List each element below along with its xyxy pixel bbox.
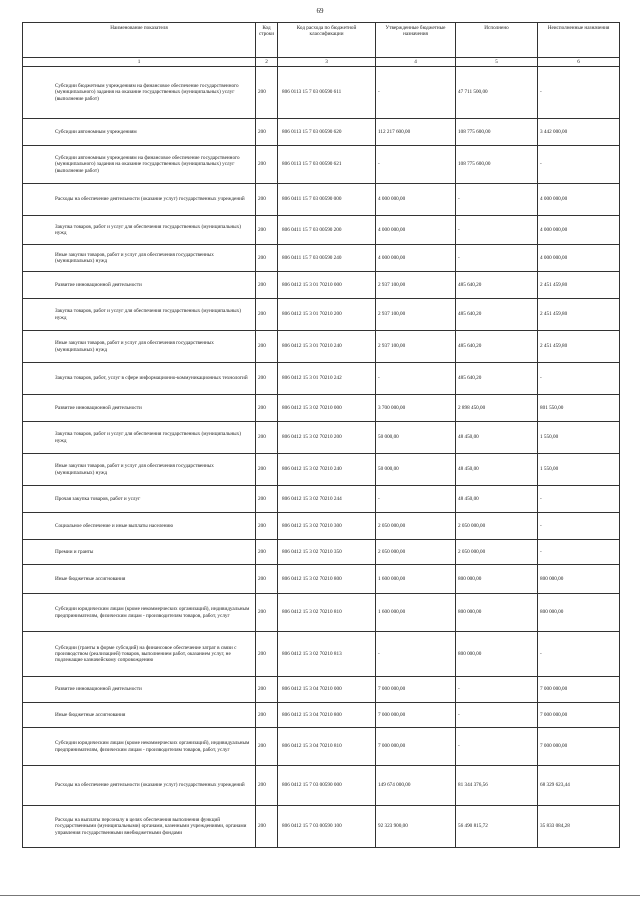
table-row	[23, 395, 620, 422]
row-code: 200	[256, 594, 278, 632]
row-executed: 48 450,00	[456, 486, 538, 513]
row-approved: 1 600 000,00	[376, 565, 456, 594]
row-name: Закупка товаров, работ и услуг для обеспечения государственных (муниципальных) нужд	[23, 216, 256, 245]
row-approved: 2 937 100,00	[376, 272, 456, 299]
row-executed: 485 640,20	[456, 299, 538, 331]
row-name: Субсидии юридическим лицам (кроме некоммерческих организаций), индивидуальным предпринимателям, физическим лицам - производителям товаров, работ, услуг	[23, 594, 256, 632]
row-unexecuted: 7 000 000,00	[538, 703, 620, 728]
column-number-row	[23, 58, 620, 67]
row-kbk: 806 0113 15 7 03 00590 621	[278, 146, 376, 184]
row-code: 200	[256, 632, 278, 677]
row-unexecuted: 1 550,00	[538, 454, 620, 486]
table-row	[23, 703, 620, 728]
row-code: 200	[256, 703, 278, 728]
row-unexecuted: 7 000 000,00	[538, 728, 620, 766]
row-executed: -	[456, 677, 538, 703]
table-row	[23, 513, 620, 540]
row-name: Развитие инновационной деятельности	[23, 677, 256, 703]
row-unexecuted: -	[538, 486, 620, 513]
col-number: 6	[538, 58, 620, 67]
table-row	[23, 216, 620, 245]
row-approved: 50 000,00	[376, 422, 456, 454]
row-executed: 485 640,20	[456, 272, 538, 299]
row-kbk: 806 0412 15 3 02 70210 813	[278, 632, 376, 677]
table-row	[23, 146, 620, 184]
row-approved: 2 937 100,00	[376, 299, 456, 331]
table-row	[23, 728, 620, 766]
row-approved: -	[376, 146, 456, 184]
row-kbk: 806 0412 15 3 04 70210 000	[278, 677, 376, 703]
row-code: 200	[256, 272, 278, 299]
table-row	[23, 766, 620, 806]
row-executed: 108 775 600,00	[456, 119, 538, 146]
row-name: Иные закупки товаров, работ и услуг для обеспечения государственных (муниципальных) нужд	[23, 331, 256, 363]
row-approved: 50 000,00	[376, 454, 456, 486]
row-code: 200	[256, 184, 278, 216]
row-unexecuted: 800 000,00	[538, 565, 620, 594]
row-code: 200	[256, 486, 278, 513]
table-row	[23, 245, 620, 272]
row-executed: 56 490 815,72	[456, 806, 538, 848]
row-kbk: 806 0412 15 3 01 70210 240	[278, 331, 376, 363]
row-unexecuted: 2 451 459,80	[538, 272, 620, 299]
header-executed: Исполнено	[456, 23, 538, 58]
row-name: Иные закупки товаров, работ и услуг для обеспечения государственных (муниципальных) нужд	[23, 454, 256, 486]
row-kbk: 806 0412 15 3 02 70210 800	[278, 565, 376, 594]
row-approved: -	[376, 363, 456, 395]
row-kbk: 806 0113 15 7 03 00590 611	[278, 67, 376, 119]
row-executed: 800 000,00	[456, 632, 538, 677]
row-executed: -	[456, 703, 538, 728]
row-approved: 4 000 000,00	[376, 216, 456, 245]
table-row	[23, 806, 620, 848]
row-kbk: 806 0412 15 3 02 70210 350	[278, 540, 376, 565]
row-unexecuted: -	[538, 632, 620, 677]
row-unexecuted: -	[538, 363, 620, 395]
row-approved: 2 050 000,00	[376, 540, 456, 565]
row-kbk: 806 0412 15 3 02 70210 300	[278, 513, 376, 540]
row-code: 200	[256, 245, 278, 272]
table-body	[23, 67, 620, 848]
row-code: 200	[256, 540, 278, 565]
row-name: Иные бюджетные ассигнования	[23, 565, 256, 594]
row-kbk: 806 0412 15 3 02 70210 244	[278, 486, 376, 513]
row-name: Развитие инновационной деятельности	[23, 272, 256, 299]
row-approved: 4 000 000,00	[376, 184, 456, 216]
table-row	[23, 363, 620, 395]
col-number: 4	[376, 58, 456, 67]
row-executed: 485 640,20	[456, 331, 538, 363]
row-unexecuted: 4 000 000,00	[538, 216, 620, 245]
row-unexecuted: 2 451 459,80	[538, 331, 620, 363]
row-unexecuted: 68 329 623,44	[538, 766, 620, 806]
row-name: Расходы на выплаты персоналу в целях обеспечения выполнения функций государственными (муниципальными) органами, казенными учреждениями, органами управления государственными внебюджетными фондами	[23, 806, 256, 848]
row-unexecuted: -	[538, 513, 620, 540]
row-name: Расходы на обеспечение деятельности (оказание услуг) государственных учреждений	[23, 766, 256, 806]
row-code: 200	[256, 331, 278, 363]
row-name: Иные бюджетные ассигнования	[23, 703, 256, 728]
header-row	[23, 23, 620, 58]
header-code: Код строки	[256, 23, 278, 58]
row-approved: 7 000 000,00	[376, 728, 456, 766]
row-code: 200	[256, 454, 278, 486]
row-code: 200	[256, 766, 278, 806]
row-name: Закупка товаров, работ, услуг в сфере информационно-коммуникационных технологий	[23, 363, 256, 395]
row-kbk: 806 0412 15 3 02 70210 200	[278, 422, 376, 454]
row-approved: 3 700 000,00	[376, 395, 456, 422]
table-row	[23, 422, 620, 454]
row-code: 200	[256, 299, 278, 331]
row-executed: -	[456, 728, 538, 766]
row-name: Прочая закупка товаров, работ и услуг	[23, 486, 256, 513]
row-kbk: 806 0412 15 3 02 70210 810	[278, 594, 376, 632]
row-approved: 112 217 600,00	[376, 119, 456, 146]
table-row	[23, 119, 620, 146]
table-row	[23, 540, 620, 565]
row-executed: 800 000,00	[456, 565, 538, 594]
row-kbk: 806 0113 15 7 03 00590 620	[278, 119, 376, 146]
row-name: Субсидии автономным учреждениям	[23, 119, 256, 146]
row-executed: 2 050 000,00	[456, 513, 538, 540]
row-kbk: 806 0412 15 3 01 70210 200	[278, 299, 376, 331]
row-name: Расходы на обеспечение деятельности (оказание услуг) государственных учреждений	[23, 184, 256, 216]
row-executed: -	[456, 245, 538, 272]
row-unexecuted: 1 550,00	[538, 422, 620, 454]
row-executed: 48 450,00	[456, 422, 538, 454]
row-approved: 2 050 000,00	[376, 513, 456, 540]
row-name: Субсидии (гранты в форме субсидий) на финансовое обеспечение затрат в связи с производством (реализацией) товаров, выполнением работ, оказанием услуг, не подлежащие казначейскому сопровождению	[23, 632, 256, 677]
header-kbk: Код расхода по бюджетной классификации	[278, 23, 376, 58]
table-row	[23, 486, 620, 513]
row-executed: 108 775 600,00	[456, 146, 538, 184]
col-number: 5	[456, 58, 538, 67]
row-name: Социальное обеспечение и иные выплаты населению	[23, 513, 256, 540]
row-name: Субсидии юридическим лицам (кроме некоммерческих организаций), индивидуальным предпринимателям, физическим лицам - производителям товаров, работ, услуг	[23, 728, 256, 766]
row-code: 200	[256, 395, 278, 422]
row-executed: 485 640,20	[456, 363, 538, 395]
row-unexecuted: 801 550,00	[538, 395, 620, 422]
row-name: Субсидии бюджетным учреждениям на финансовое обеспечение государственного (муниципального) задания на оказание государственных (муниципальных) услуг (выполнение работ)	[23, 67, 256, 119]
row-unexecuted: 4 000 000,00	[538, 184, 620, 216]
row-approved: -	[376, 67, 456, 119]
row-kbk: 806 0412 15 3 04 70210 810	[278, 728, 376, 766]
row-name: Премии и гранты	[23, 540, 256, 565]
row-code: 200	[256, 806, 278, 848]
row-kbk: 806 0412 15 7 03 00590 000	[278, 766, 376, 806]
header-name: Наименование показателя	[23, 23, 256, 58]
row-code: 200	[256, 146, 278, 184]
page-number: 69	[316, 7, 324, 15]
header-approved: Утвержденные бюджетные назначения	[376, 23, 456, 58]
row-name: Иные закупки товаров, работ и услуг для обеспечения государственных (муниципальных) нужд	[23, 245, 256, 272]
row-code: 200	[256, 728, 278, 766]
table-row	[23, 632, 620, 677]
budget-table	[22, 22, 620, 848]
row-executed: 2 050 000,00	[456, 540, 538, 565]
col-number: 3	[278, 58, 376, 67]
page-bottom-divider	[0, 895, 640, 896]
table-row	[23, 454, 620, 486]
header-unexecuted: Неисполненные назначения	[538, 23, 620, 58]
row-executed: 48 450,00	[456, 454, 538, 486]
table-row	[23, 565, 620, 594]
col-number: 2	[256, 58, 278, 67]
row-unexecuted: -	[538, 146, 620, 184]
row-kbk: 806 0412 15 3 04 70210 800	[278, 703, 376, 728]
row-approved: 7 000 000,00	[376, 677, 456, 703]
row-executed: 2 898 450,00	[456, 395, 538, 422]
row-kbk: 806 0412 15 7 03 00590 100	[278, 806, 376, 848]
row-unexecuted: -	[538, 67, 620, 119]
row-unexecuted: 4 000 000,00	[538, 245, 620, 272]
row-approved: 149 674 000,00	[376, 766, 456, 806]
row-unexecuted: 3 442 000,00	[538, 119, 620, 146]
row-unexecuted: 35 833 084,28	[538, 806, 620, 848]
table-row	[23, 67, 620, 119]
row-approved: 1 600 000,00	[376, 594, 456, 632]
row-kbk: 806 0411 15 7 03 00590 200	[278, 216, 376, 245]
table-row	[23, 331, 620, 363]
table-row	[23, 272, 620, 299]
row-name: Закупка товаров, работ и услуг для обеспечения государственных (муниципальных) нужд	[23, 422, 256, 454]
table-row	[23, 677, 620, 703]
row-unexecuted: 7 000 000,00	[538, 677, 620, 703]
row-executed: 800 000,00	[456, 594, 538, 632]
row-name: Субсидии автономным учреждениям на финансовое обеспечение государственного (муниципального) задания на оказание государственных (муниципальных) услуг (выполнение работ)	[23, 146, 256, 184]
row-unexecuted: -	[538, 540, 620, 565]
row-kbk: 806 0411 15 7 03 00590 240	[278, 245, 376, 272]
row-executed: -	[456, 216, 538, 245]
table-row	[23, 299, 620, 331]
row-unexecuted: 800 000,00	[538, 594, 620, 632]
row-executed: 81 344 376,56	[456, 766, 538, 806]
row-kbk: 806 0412 15 3 01 70210 242	[278, 363, 376, 395]
row-executed: 47 711 500,00	[456, 67, 538, 119]
row-name: Закупка товаров, работ и услуг для обеспечения государственных (муниципальных) нужд	[23, 299, 256, 331]
row-approved: 4 000 000,00	[376, 245, 456, 272]
row-code: 200	[256, 119, 278, 146]
row-executed: -	[456, 184, 538, 216]
row-unexecuted: 2 451 459,80	[538, 299, 620, 331]
row-approved: -	[376, 632, 456, 677]
row-code: 200	[256, 363, 278, 395]
col-number: 1	[23, 58, 256, 67]
row-approved: 7 000 000,00	[376, 703, 456, 728]
row-approved: 2 937 100,00	[376, 331, 456, 363]
row-approved: -	[376, 486, 456, 513]
row-kbk: 806 0412 15 3 02 70210 240	[278, 454, 376, 486]
row-kbk: 806 0412 15 3 02 70210 000	[278, 395, 376, 422]
table-row	[23, 594, 620, 632]
row-approved: 92 323 900,00	[376, 806, 456, 848]
row-kbk: 806 0412 15 3 01 70210 000	[278, 272, 376, 299]
table-row	[23, 184, 620, 216]
row-code: 200	[256, 422, 278, 454]
row-code: 200	[256, 513, 278, 540]
row-kbk: 806 0411 15 7 03 00590 000	[278, 184, 376, 216]
row-code: 200	[256, 67, 278, 119]
row-name: Развитие инновационной деятельности	[23, 395, 256, 422]
row-code: 200	[256, 565, 278, 594]
row-code: 200	[256, 677, 278, 703]
row-code: 200	[256, 216, 278, 245]
